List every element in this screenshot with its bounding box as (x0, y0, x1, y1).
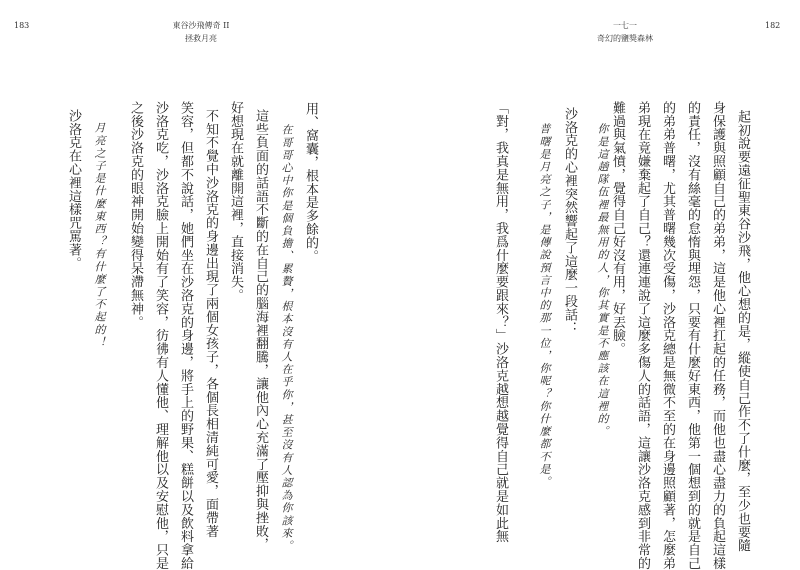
text-column: 笑容，但都不說話，她們坐在沙洛克的身邊，將手上的野果、糕餅以及飲料拿給 (178, 101, 193, 570)
text-column: 身保護與照顧自己的弟弟，這是他心裡扛起的任務，而他也盡心盡力的負起這樣 (710, 101, 725, 570)
text-column: 好想現在就離開這裡，直接消失。 (228, 101, 243, 302)
text-column: 之後沙洛克的眼神開始變得呆滯無神。 (128, 101, 143, 329)
left-header-title: 東谷沙飛傳奇 II (172, 21, 230, 30)
text-column: 沙洛克的心裡突然響起了這麼一段話： (562, 107, 577, 335)
text-column: 起初說要遠征聖東谷沙飛，他心想的是，縱使自己作不了什麼，至少也要隨 (735, 110, 750, 553)
italic-text-column: 月亮之子是什麼東西？有什麼了不起的！ (93, 122, 106, 349)
text-column: 的責任，沒有絲毫的怠惰與埋怨，只要有什麼好東西，他第一個想到的就是自己 (685, 101, 700, 570)
right-header-subtitle: 奇幻的鹽獎森林 (597, 34, 653, 43)
text-column: 難過與氣憤，覺得自己好沒有用，好丟臉。 (610, 101, 625, 356)
text-column: 這些負面的話語不斷的在自己的腦海裡翻騰，讓他內心充滿了壓抑與挫敗， (253, 109, 268, 552)
text-column: 用、窩囊，根本是多餘的。 (303, 102, 318, 263)
right-header-title: 一七一 (613, 21, 637, 30)
italic-text-column: 在哥哥心中你是個負擔、累贅，根本沒有人在乎你，甚至沒有人認為你該來。 (280, 124, 293, 553)
text-column: 不知不覺中沙洛克的身邊出現了兩個女孩子，各個長相清純可愛，面帶著 (203, 109, 218, 538)
right-page-number: 182 (765, 21, 781, 30)
italic-text-column: 你是這趟隊伍裡最無用的人，你其實是不應該在這裡的。 (596, 123, 609, 438)
left-header-subtitle: 拯救月亮 (185, 34, 217, 43)
text-column: 沙洛克在心裡這樣咒罵著。 (66, 109, 81, 270)
text-column: 「對，我真是無用，我爲什麼要跟來？」沙洛克越想越覺得自己就是如此無 (493, 101, 508, 544)
text-column: 的弟弟普曙，尤其普曙幾次受傷，沙洛克總是無微不至的在身邊照顧著，怎麼弟 (660, 101, 675, 570)
text-column: 弟現在竟嫌棄起了自己？還連連說了這麼多傷人的話語，這讓沙洛克感到非常的 (635, 101, 650, 570)
left-page-number: 183 (14, 21, 30, 30)
text-column: 沙洛克吃，沙洛克臉上開始有了笑容，彷彿有人懂他、理解他以及安慰他，只是 (153, 101, 168, 570)
italic-text-column: 普曙是月亮之子，是傳說預言中的那一位，你呢？你什麼都不是。 (538, 123, 551, 489)
